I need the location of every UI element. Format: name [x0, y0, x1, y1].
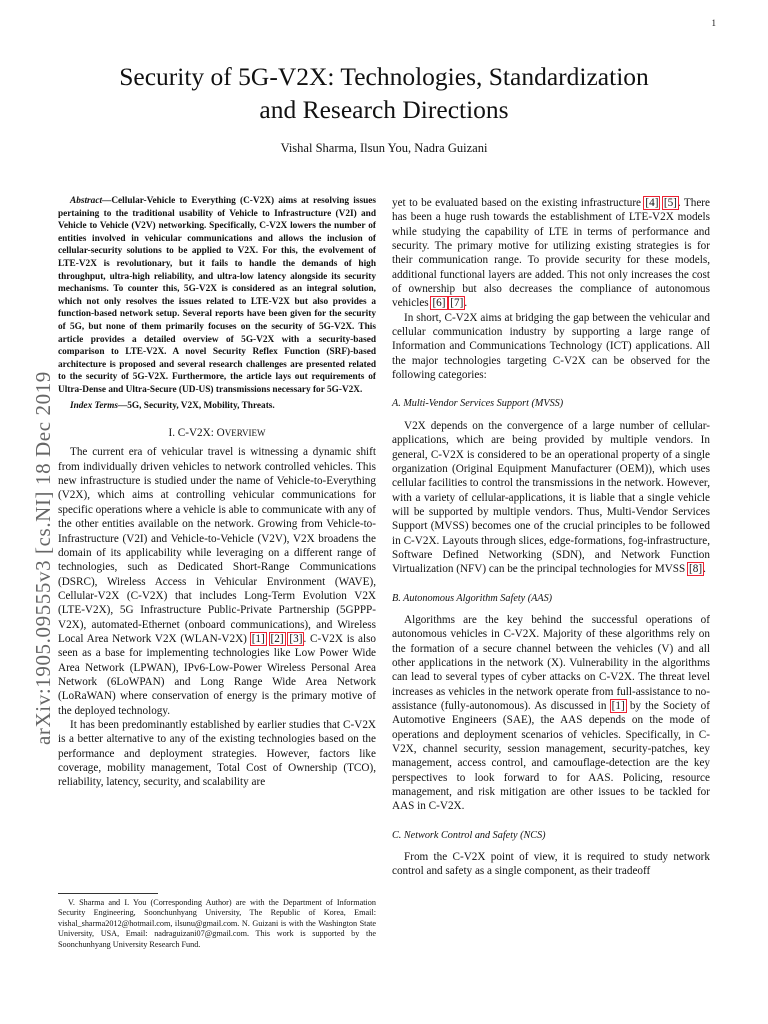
body-paragraph: It has been predominantly established by earlier studies that C-V2X is a better alternative to any of the existing technologies based on the performance and deployment strategies. However, factors like coverage, mobility management, Total Cost of Ownership (TCO), reliability, latency, security, and scalability are: [58, 718, 376, 789]
citation-link[interactable]: [1]: [251, 632, 265, 645]
citation-link[interactable]: [4]: [645, 197, 659, 209]
right-column: [392, 196, 710, 879]
paragraph-text: . There has been a huge rush towards the establishment of LTE-V2X models while studying the capability of LTE in terms of performance and security. The primary motive for utilizing existing strategies is for their communication range. To provide security for these models, additional functional layers are added. This not only increases the cost of ownership but also decreases the compliance of autonomous vehicles: [392, 197, 710, 310]
index-terms: [58, 400, 376, 413]
section-number: I. C-V2X:: [168, 427, 217, 440]
body-paragraph: [58, 445, 376, 718]
left-column: [58, 195, 376, 790]
citation-link[interactable]: [5]: [663, 197, 677, 209]
title-line-1: Security of 5G-V2X: Technologies, Standardization: [119, 62, 649, 91]
index-terms-text: —5G, Security, V2X, Mobility, Threats.: [117, 400, 275, 411]
citation-link[interactable]: [2]: [270, 632, 284, 645]
index-terms-label: Index Terms: [70, 400, 118, 411]
subsection-heading-mvss: A. Multi-Vendor Services Support (MVSS): [392, 398, 564, 410]
body-paragraph: In short, C-V2X aims at bridging the gap between the vehicular and cellular communication industry by supporting a large range of Information and Communications Technology (ICT) applications. All the major technologies targeting C-V2X can be observed for the following categories:: [392, 311, 710, 382]
body-paragraph: From the C-V2X point of view, it is required to study network control and safety as a single component, as their tradeoff: [392, 851, 710, 878]
footnote-rule: [58, 893, 158, 894]
author-list: Vishal Sharma, Ilsun You, Nadra Guizani: [280, 141, 488, 155]
body-paragraph: [392, 419, 710, 577]
title-line-2: and Research Directions: [259, 95, 509, 124]
paragraph-text: V2X depends on the convergence of a large number of cellular-applications, which are being provided by multiple vendors. In general, C-V2X is considered to be an operational property of a single organization (Original Equipment Manufacturer (OEM)), which uses cellular facilities to control the transmissions in the network. However, with a variety of cellular-applications, it is liable that a single vehicle will be supported by multiple vendors. Thus, Multi-Vendor Services Support (MVSS) becomes one of the crucial principles to be followed in C-V2X. Layouts through slices, edge-formations, fog-infrastructure, Software Defined Networking (SDN), and Network Function Virtualization (NFV) can be the principal technologies for MVSS: [392, 419, 710, 576]
subsection-heading-aas: B. Autonomous Algorithm Safety (AAS): [392, 592, 553, 604]
abstract-label: Abstract: [70, 196, 103, 206]
paragraph-text: The current era of vehicular travel is witnessing a dynamic shift from individually driven vehicles to network controlled vehicles. This new infrastructure is studied under the name of Vehicle-to-Everything (V2X), which aims at controlling vehicular communications for specific operations where a vehicle is able to communicate with any of the other entities available on the network. Growing from Vehicle-to-Infrastructure (V2I) and Vehicle-to-Vehicle (V2V), V2X broadens the domain of its applicability while leveraging on a different range of technologies, such as Dedicated Short-Range Communications (DSRC), Wireless Access in Vehicular Environment (WAVE), Cellular-V2X (C-V2X) that includes Long-Term Evolution V2X (LTE-V2X), 5G Infrastructure Public-Private Partnership (5GPPP-V2X), automated-Ethernet (onboard communications), and Wireless Local Area Network V2X (WLAN-V2X): [58, 446, 376, 645]
citation-link[interactable]: [7]: [450, 297, 464, 310]
section-title-rest: VERVIEW: [224, 428, 266, 439]
body-paragraph: [392, 613, 710, 814]
abstract-text: —Cellular-Vehicle to Everything (C-V2X) aims at resolving issues pertaining to the traditional usability of Vehicle to Infrastructure (V2I) and Vehicle to Vehicle (V2V) networking. Specifically, C-V2X lowers the number of entities involved in vehicular communications and allows the inclusion of cellular-security solutions to be applied to V2X. For this, the evolvement of LTE-V2X is revolutionary, but it fails to handle the demands of high throughput, ultra-high reliability, and ultra-low latency alongside its security mechanisms. To counter this, 5G-V2X is considered as an integral solution, which not only resolves the issues related to LTE-V2X but also provides a function-based network setup. Several reports have been given for the security of 5G, but none of them primarily focuses on the security of 5G-V2X. This article provides a detailed overview of 5G-V2X with a security-based comparison to LTE-V2X. A novel Security Reflex Function (SRF)-based architecture is proposed and several research challenges are presented related to the security of 5G-V2X. Furthermore, the article lays out requirements of Ultra-Dense and Ultra-Secure (UD-US) transmissions necessary for 5G-V2X.: [58, 196, 376, 395]
paragraph-text: .: [464, 297, 468, 310]
section-title-cap: O: [216, 427, 225, 440]
paragraph-text: yet to be evaluated based on the existing infrastructure: [392, 197, 645, 209]
citation-link[interactable]: [6]: [432, 297, 446, 310]
page-number: 1: [711, 18, 716, 28]
arxiv-stamp: arXiv:1905.09555v3 [cs.NI] 18 Dec 2019: [31, 371, 55, 745]
paper-title: [0, 60, 768, 126]
paragraph-text: by the Society of Automotive Engineers (SAE), the AAS depends on the mode of operations and deployment scenarios of vehicles. Specifically, in C-V2X, channel security, session management, security-patches, key management, access control, and camouflage-detection are the key perspectives to look forward to for AAS. Policing, resource management, and risk mitigation are other issues to be tackled for AAS in C-V2X.: [392, 700, 710, 813]
paragraph-text: Algorithms are the key behind the successful operations of autonomous vehicles in C-V2X. Majority of these algorithms rely on the formation of a secure channel between the vehicles (V) and all other applications in the network (X). Vulnerability in the algorithms can lead to several types of cyber attacks on C-V2X. The threat level increases as vehicles in the network operate from full-assistance to no-assistance (fully-autonomous). As discussed in: [392, 613, 710, 712]
footnote: V. Sharma and I. You (Corresponding Author) are with the Department of Information Security Engineering, Soonchunhyang University, The Republic of Korea, Email: vishal_sharma2012@hotmail.com, ilsunu@gmail.com. N. Guizani is with the Washington State University, USA, Email: nadraguizani07@gmail.com. This work is supported by the Soonchunhyang University Research Fund.: [58, 898, 376, 949]
citation-link[interactable]: [8]: [689, 563, 703, 576]
section-heading-overview: [58, 426, 376, 440]
paragraph-text: .: [703, 563, 706, 576]
abstract: [58, 195, 376, 397]
citation-link[interactable]: [1]: [611, 700, 625, 712]
subsection-heading-ncs: C. Network Control and Safety (NCS): [392, 829, 546, 841]
body-paragraph: [392, 196, 710, 311]
citation-link[interactable]: [3]: [289, 632, 303, 645]
paragraph-text: . C-V2X is also seen as a base for implementing technologies like Low Power Wide Area Network (LPWAN), IPv6-Low-Power Wireless Personal Area Network (6LoWPAN) and Long Range Wide Area Network (LoRaWAN) where conservation of energy is the primary motive of the deployed technology.: [58, 632, 377, 717]
